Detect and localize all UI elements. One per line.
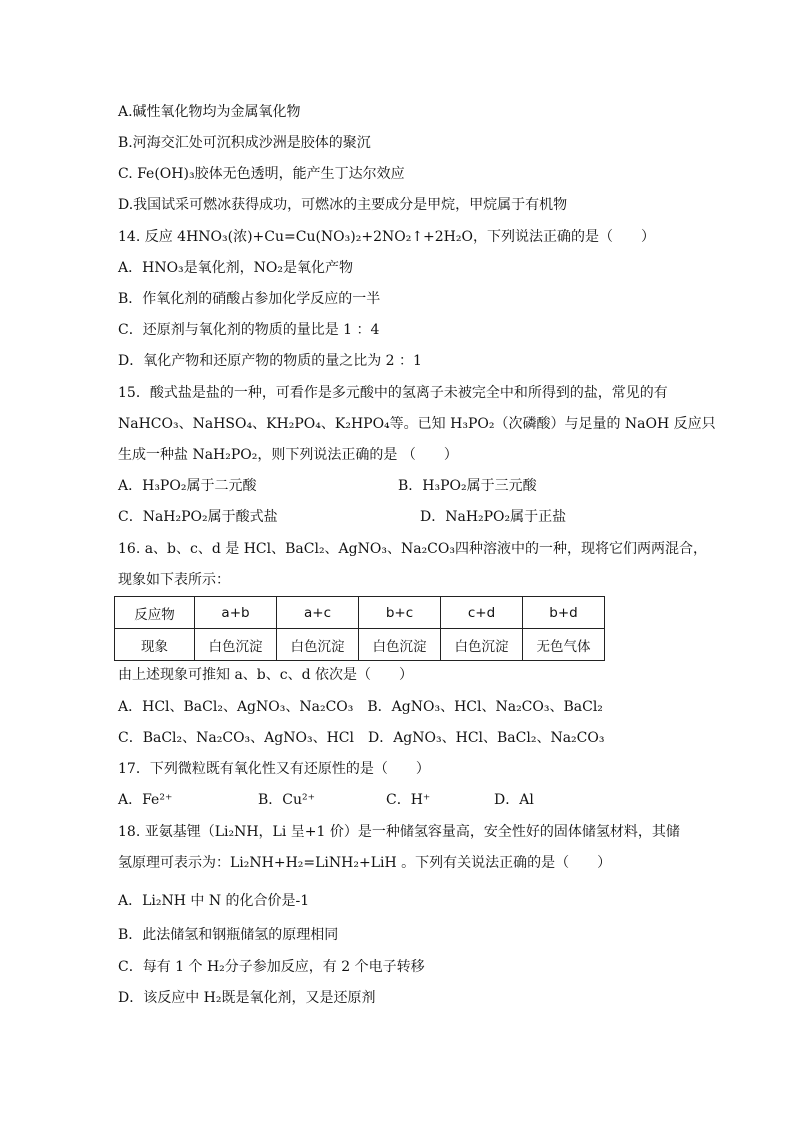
q17-option-a: A．Fe²⁺ — [118, 792, 173, 808]
q18-option-c: C．每有 1 个 H₂分子参加反应，有 2 个电子转移 — [118, 959, 425, 975]
q17-option-b: B．Cu²⁺ — [258, 792, 316, 808]
q15-option-b: B．H₃PO₂属于三元酸 — [398, 478, 537, 494]
table-cell: 白色沉淀 — [359, 629, 441, 661]
q16-stem-line1: 16. a、b、c、d 是 HCl、BaCl₂、AgNO₃、Na₂CO₃四种溶液中的一种，现将它们两两混合， — [118, 541, 707, 557]
q14-option-d: D．氧化产物和还原产物的物质的量之比为 2 ：1 — [118, 353, 422, 369]
q18-option-d: D．该反应中 H₂既是氧化剂，又是还原剂 — [118, 990, 376, 1006]
table-cell: b+c — [359, 597, 441, 629]
q18-stem-line2: 氢原理可表示为：Li₂NH+H₂=LiNH₂+LiH 。下列有关说法正确的是（ ） — [118, 855, 612, 871]
q18-option-a: A．Li₂NH 中 N 的化合价是-1 — [118, 893, 310, 909]
q13-option-b: B.河海交汇处可沉积成沙洲是胶体的聚沉 — [118, 135, 371, 151]
q13-option-a: A.碱性氧化物均为金属氧化物 — [118, 104, 301, 120]
q17-stem: 17．下列微粒既有氧化性又有还原性的是（ ） — [118, 761, 430, 777]
q15-option-a: A．H₃PO₂属于二元酸 — [118, 478, 257, 494]
q13-option-c: C. Fe(OH)₃胶体无色透明，能产生丁达尔效应 — [118, 166, 405, 182]
table-row — [115, 629, 605, 661]
table-cell: a+c — [277, 597, 359, 629]
q17-option-c: C．H⁺ — [386, 792, 431, 808]
q17-option-d: D．Al — [494, 792, 534, 808]
table-cell: 无色气体 — [523, 629, 605, 661]
q16-stem-line2: 现象如下表所示： — [118, 572, 230, 588]
q14-option-b: B．作氧化剂的硝酸占参加化学反应的一半 — [118, 291, 381, 307]
table-cell: c+d — [441, 597, 523, 629]
q15-stem-line1: 15．酸式盐是盐的一种，可看作是多元酸中的氢离子未被完全中和所得到的盐，常见的有 — [118, 385, 668, 401]
table-cell: 白色沉淀 — [195, 629, 277, 661]
q15-option-d: D．NaH₂PO₂属于正盐 — [420, 509, 567, 525]
q18-stem-line1: 18. 亚氨基锂（Li₂NH，Li 呈+1 价）是一种储氢容量高，安全性好的固体储氢材料，其储 — [118, 824, 680, 840]
table-header-row — [115, 597, 605, 629]
table-cell: 现象 — [115, 629, 195, 661]
q16-options-cd: C．BaCl₂、Na₂CO₃、AgNO₃、HCl D．AgNO₃、HCl、BaCl₂、Na₂CO₃ — [118, 730, 605, 746]
q13-option-d: D.我国试采可燃冰获得成功，可燃冰的主要成分是甲烷，甲烷属于有机物 — [118, 197, 568, 213]
table-cell: b+d — [523, 597, 605, 629]
q15-stem-line3: 生成一种盐 NaH₂PO₂，则下列说法正确的是 （ ） — [118, 447, 458, 463]
table-cell: 反应物 — [115, 597, 195, 629]
q16-question: 由上述现象可推知 a、b、c、d 依次是（ ） — [118, 667, 414, 683]
table-cell: a+b — [195, 597, 277, 629]
q16-reaction-table — [114, 596, 605, 661]
q14-option-a: A．HNO₃是氧化剂，NO₂是氧化产物 — [118, 260, 353, 276]
q16-options-ab: A．HCl、BaCl₂、AgNO₃、Na₂CO₃ B．AgNO₃、HCl、Na₂CO₃、BaCl₂ — [118, 699, 603, 715]
q14-stem: 14. 反应 4HNO₃(浓)+Cu=Cu(NO₃)₂+2NO₂↑+2H₂O，下列说法正确的是（ ） — [118, 229, 655, 245]
q15-stem-line2: NaHCO₃、NaHSO₄、KH₂PO₄、K₂HPO₄等。已知 H₃PO₂（次磷酸）与足量的 NaOH 反应只 — [118, 416, 716, 432]
table-cell: 白色沉淀 — [441, 629, 523, 661]
q15-option-c: C．NaH₂PO₂属于酸式盐 — [118, 509, 278, 525]
table-cell: 白色沉淀 — [277, 629, 359, 661]
q18-option-b: B．此法储氢和钢瓶储氢的原理相同 — [118, 927, 339, 943]
q14-option-c: C．还原剂与氧化剂的物质的量比是 1 ：4 — [118, 322, 380, 338]
